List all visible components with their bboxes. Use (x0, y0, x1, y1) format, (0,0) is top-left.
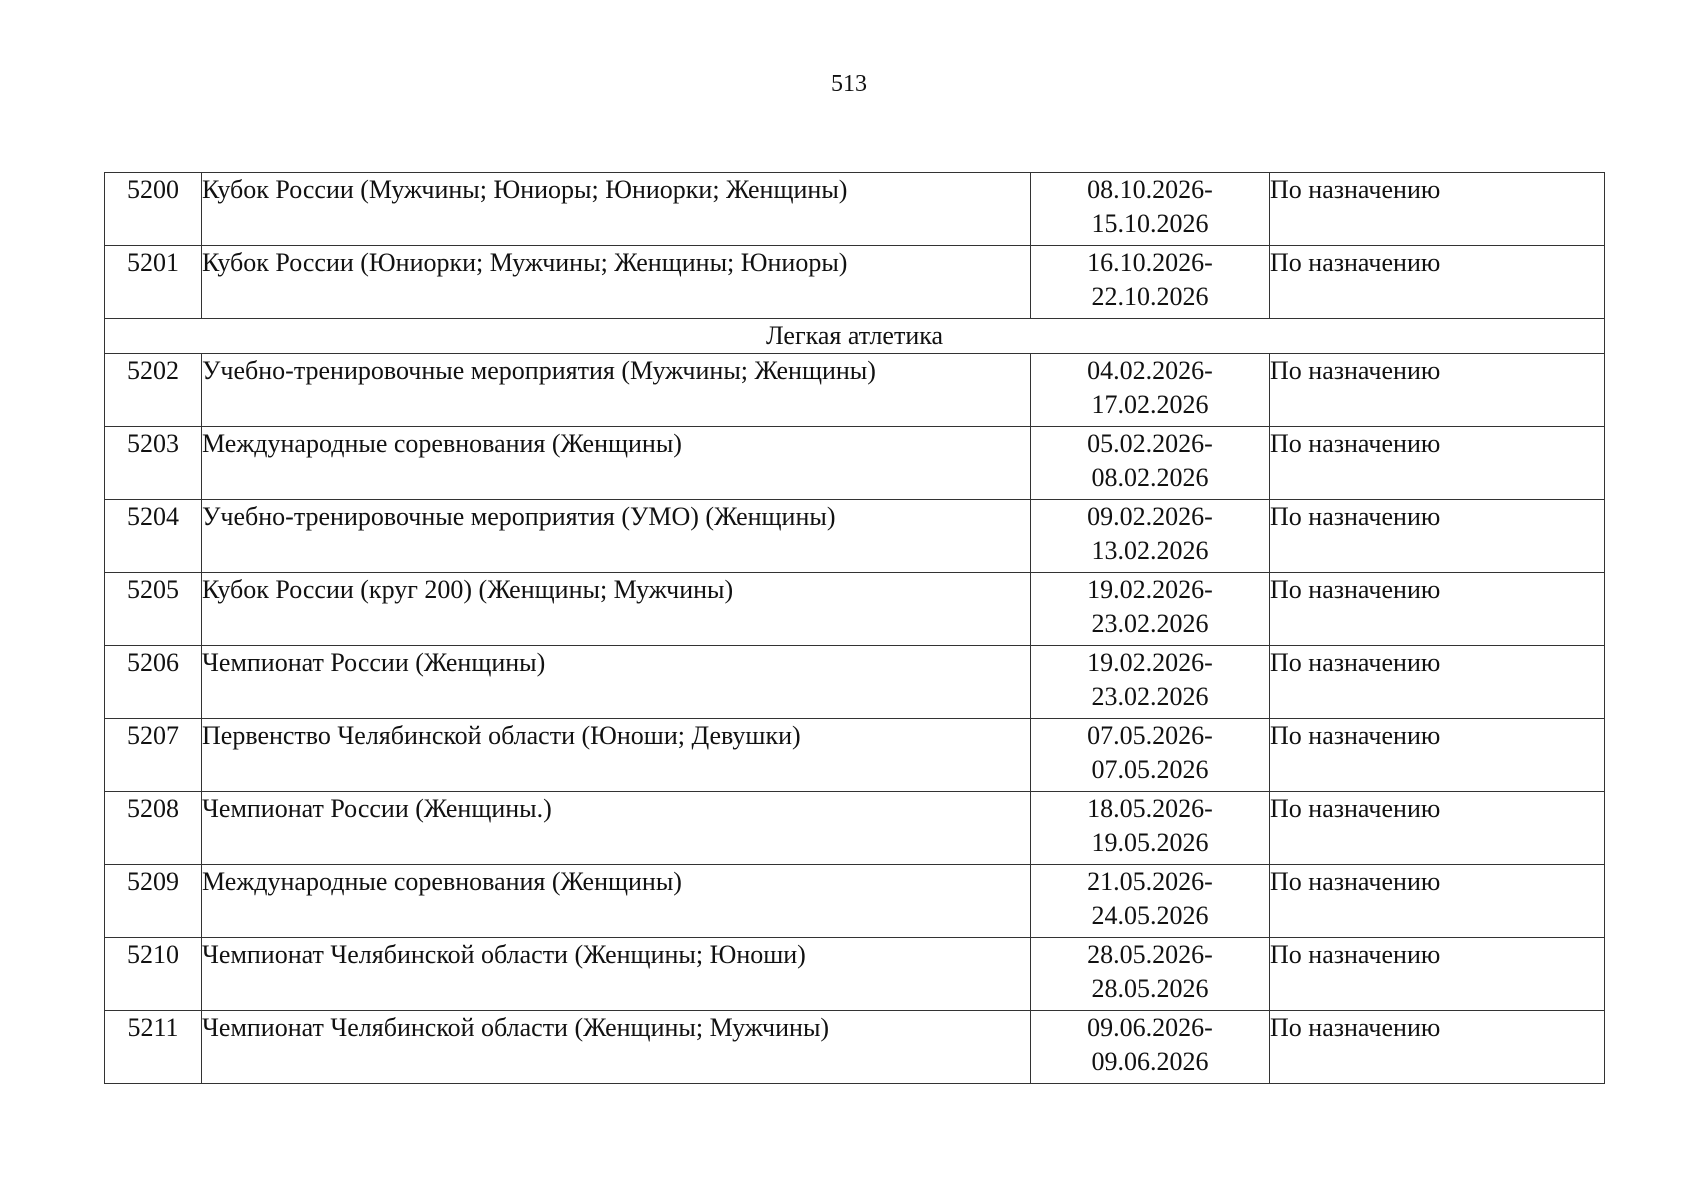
date-end: 13.02.2026 (1091, 536, 1209, 565)
event-dates (1031, 646, 1270, 719)
event-place: По назначению (1270, 792, 1605, 865)
event-place: По назначению (1270, 865, 1605, 938)
date-end: 24.05.2026 (1091, 901, 1209, 930)
table-row (105, 792, 1605, 865)
date-end: 09.06.2026 (1091, 1047, 1209, 1076)
event-dates (1031, 792, 1270, 865)
event-place: По назначению (1270, 500, 1605, 573)
table-row (105, 719, 1605, 792)
event-name: Первенство Челябинской области (Юноши; Девушки) (202, 719, 1031, 792)
event-dates (1031, 500, 1270, 573)
table-row (105, 500, 1605, 573)
event-place: По назначению (1270, 646, 1605, 719)
event-place: По назначению (1270, 573, 1605, 646)
table-row (105, 646, 1605, 719)
table-row (105, 573, 1605, 646)
date-start: 05.02.2026- (1087, 429, 1213, 458)
table-row (105, 354, 1605, 427)
section-title: Легкая атлетика (105, 319, 1605, 354)
event-dates (1031, 865, 1270, 938)
table-row (105, 246, 1605, 319)
table-row (105, 173, 1605, 246)
event-dates (1031, 938, 1270, 1011)
date-end: 22.10.2026 (1091, 282, 1209, 311)
event-name: Международные соревнования (Женщины) (202, 865, 1031, 938)
table-row (105, 1011, 1605, 1084)
event-number: 5203 (105, 427, 202, 500)
events-table-body (105, 173, 1605, 1084)
date-end: 28.05.2026 (1091, 974, 1209, 1003)
date-start: 28.05.2026- (1087, 940, 1213, 969)
date-end: 23.02.2026 (1091, 682, 1209, 711)
page-number: 513 (831, 71, 867, 97)
event-number: 5200 (105, 173, 202, 246)
date-end: 07.05.2026 (1091, 755, 1209, 784)
event-place: По назначению (1270, 246, 1605, 319)
event-number: 5210 (105, 938, 202, 1011)
event-number: 5204 (105, 500, 202, 573)
event-place: По назначению (1270, 1011, 1605, 1084)
event-number: 5209 (105, 865, 202, 938)
date-start: 19.02.2026- (1087, 648, 1213, 677)
date-end: 17.02.2026 (1091, 390, 1209, 419)
event-dates (1031, 246, 1270, 319)
date-end: 23.02.2026 (1091, 609, 1209, 638)
event-name: Кубок России (круг 200) (Женщины; Мужчины) (202, 573, 1031, 646)
event-name: Учебно-тренировочные мероприятия (УМО) (Женщины) (202, 500, 1031, 573)
table-row (105, 427, 1605, 500)
event-place: По назначению (1270, 354, 1605, 427)
event-dates (1031, 719, 1270, 792)
event-dates (1031, 1011, 1270, 1084)
table-row (105, 938, 1605, 1011)
date-start: 18.05.2026- (1087, 794, 1213, 823)
date-start: 19.02.2026- (1087, 575, 1213, 604)
date-end: 08.02.2026 (1091, 463, 1209, 492)
event-place: По назначению (1270, 719, 1605, 792)
date-start: 09.06.2026- (1087, 1013, 1213, 1042)
event-place: По назначению (1270, 938, 1605, 1011)
event-number: 5201 (105, 246, 202, 319)
event-name: Кубок России (Юниорки; Мужчины; Женщины; Юниоры) (202, 246, 1031, 319)
date-start: 21.05.2026- (1087, 867, 1213, 896)
event-place: По назначению (1270, 427, 1605, 500)
date-end: 19.05.2026 (1091, 828, 1209, 857)
event-dates (1031, 354, 1270, 427)
event-name: Чемпионат России (Женщины) (202, 646, 1031, 719)
event-number: 5205 (105, 573, 202, 646)
event-dates (1031, 427, 1270, 500)
event-name: Чемпионат Челябинской области (Женщины; Мужчины) (202, 1011, 1031, 1084)
event-name: Чемпионат России (Женщины.) (202, 792, 1031, 865)
date-start: 08.10.2026- (1087, 175, 1213, 204)
event-name: Международные соревнования (Женщины) (202, 427, 1031, 500)
date-start: 09.02.2026- (1087, 502, 1213, 531)
date-start: 16.10.2026- (1087, 248, 1213, 277)
date-start: 07.05.2026- (1087, 721, 1213, 750)
section-header-row (105, 319, 1605, 354)
event-number: 5206 (105, 646, 202, 719)
event-number: 5208 (105, 792, 202, 865)
event-number: 5202 (105, 354, 202, 427)
event-number: 5207 (105, 719, 202, 792)
events-table (104, 172, 1605, 1084)
table-row (105, 865, 1605, 938)
event-name: Учебно-тренировочные мероприятия (Мужчины; Женщины) (202, 354, 1031, 427)
event-name: Кубок России (Мужчины; Юниоры; Юниорки; Женщины) (202, 173, 1031, 246)
event-place: По назначению (1270, 173, 1605, 246)
event-name: Чемпионат Челябинской области (Женщины; Юноши) (202, 938, 1031, 1011)
date-start: 04.02.2026- (1087, 356, 1213, 385)
date-end: 15.10.2026 (1091, 209, 1209, 238)
event-number: 5211 (105, 1011, 202, 1084)
event-dates (1031, 173, 1270, 246)
event-dates (1031, 573, 1270, 646)
